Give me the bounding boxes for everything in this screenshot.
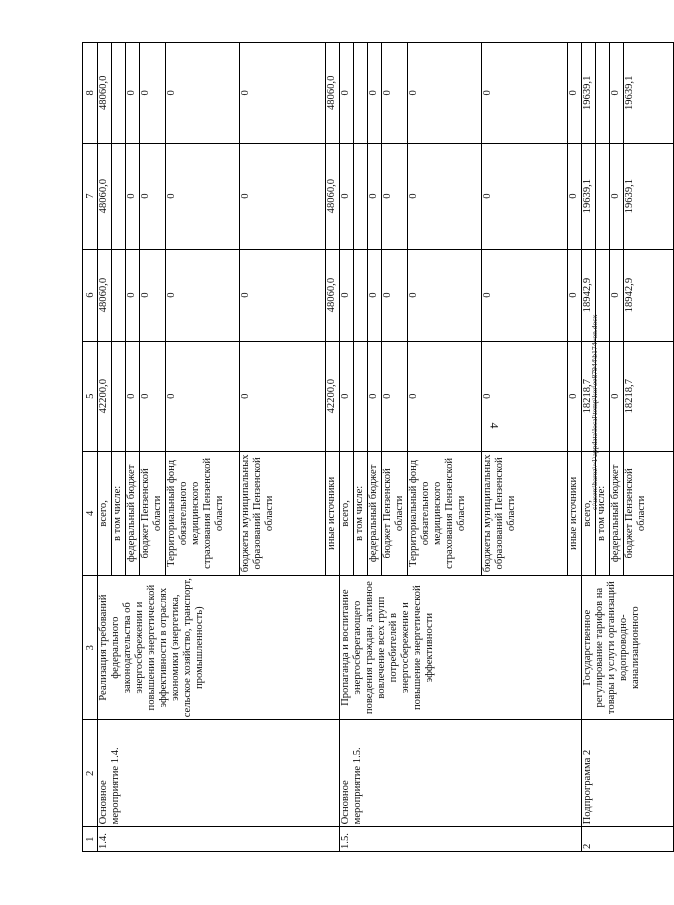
funding-value: 0 — [408, 144, 482, 249]
funding-source-label: всего, — [582, 452, 596, 575]
funding-value — [112, 250, 126, 341]
table-row — [98, 43, 340, 852]
funding-value: 0 — [568, 90, 579, 96]
funding-value: 19639,1 — [624, 178, 635, 214]
header-cell-2: 2 — [83, 720, 98, 827]
funding-value — [112, 342, 126, 451]
table-row — [340, 43, 582, 852]
file-path-footer: c:\users\baroz\~1\appdata\local\temp\kor\ee87944\b174~on.docx — [590, 314, 599, 510]
funding-value: 0 — [482, 144, 568, 249]
row-number: 1.4. — [98, 827, 340, 852]
funding-source-label: бюджет Пензенской области — [624, 468, 647, 559]
funding-source-label: федеральный бюджет — [126, 452, 140, 575]
funding-value: 48060,0 — [326, 277, 337, 313]
header-cell-6: 6 — [83, 249, 98, 341]
funding-value: 18942,9 — [624, 277, 635, 313]
funding-value: 19639,1 — [582, 144, 596, 249]
header-cell-8: 8 — [83, 43, 98, 144]
funding-value: 0 — [140, 250, 166, 341]
header-cell-5: 5 — [83, 341, 98, 451]
funding-value — [354, 250, 368, 341]
funding-source-label: бюджеты муниципальных образований Пензенской области — [482, 452, 568, 575]
funding-sources — [340, 451, 582, 575]
funding-value: 42200,0 — [98, 342, 112, 451]
funding-value: 48060,0 — [98, 144, 112, 249]
funding-value: 0 — [408, 250, 482, 341]
funding-source-label: бюджет Пензенской области — [140, 452, 166, 575]
funding-value: 0 — [340, 43, 354, 143]
funding-value: 18218,7 — [582, 342, 596, 451]
funding-source-label: Территориальный фонд обязательного медицинского страхования Пензенской области — [408, 452, 482, 575]
header-cell-3: 3 — [83, 575, 98, 719]
funding-source-label: всего, — [98, 452, 112, 575]
funding-value: 18218,7 — [624, 378, 635, 414]
funding-value: 48060,0 — [326, 178, 337, 214]
funding-value: 0 — [340, 144, 354, 249]
funding-value: 48060,0 — [98, 250, 112, 341]
funding-value: 0 — [408, 43, 482, 143]
year-values-7 — [98, 143, 340, 249]
funding-value: 42200,0 — [326, 378, 337, 414]
funding-value: 19639,1 — [624, 75, 635, 111]
funding-source-label: иные источники — [326, 476, 337, 550]
funding-value: 0 — [340, 250, 354, 341]
funding-value: 0 — [240, 250, 326, 341]
year-values-8 — [340, 43, 582, 144]
funding-value: 0 — [166, 43, 240, 143]
funding-value — [112, 144, 126, 249]
funding-source-label: иные источники — [568, 476, 579, 550]
budget-table — [82, 42, 674, 852]
funding-value: 0 — [482, 342, 568, 451]
funding-value — [596, 43, 610, 143]
row-name: Реализация требований федерального законодательства об энергосбережении и повышении энергетической эффективности в отраслях экономики (энергетика, сельское хозяйство, транспорт, промышленность) — [98, 575, 340, 719]
row-number: 2 — [582, 827, 674, 852]
funding-value: 18942,9 — [582, 250, 596, 341]
funding-value — [354, 43, 368, 143]
funding-sources — [98, 451, 340, 575]
funding-value: 0 — [610, 342, 624, 451]
funding-source-label: всего, — [340, 452, 354, 575]
funding-value: 0 — [240, 144, 326, 249]
year-values-5 — [340, 341, 582, 451]
funding-value: 0 — [568, 393, 579, 399]
funding-source-label: бюджет Пензенской области — [382, 452, 408, 575]
funding-value: 48060,0 — [326, 75, 337, 111]
funding-value — [112, 43, 126, 143]
funding-value: 0 — [408, 342, 482, 451]
funding-value: 0 — [610, 43, 624, 143]
row-name: Государственное регулирование тарифов на товары и услуги организаций водопроводно-канализационного — [582, 575, 674, 719]
funding-value: 0 — [382, 250, 408, 341]
year-values-7 — [340, 143, 582, 249]
funding-value: 0 — [140, 43, 166, 143]
funding-value: 0 — [368, 43, 382, 143]
year-values-6 — [98, 249, 340, 341]
header-cell-4: 4 — [83, 451, 98, 575]
funding-value — [354, 342, 368, 451]
funding-value: 0 — [340, 342, 354, 451]
row-type: Подпрограмма 2 — [582, 720, 674, 827]
funding-value: 0 — [482, 250, 568, 341]
year-values-8 — [98, 43, 340, 144]
funding-value: 0 — [568, 292, 579, 298]
year-values-8 — [582, 43, 674, 144]
funding-value: 0 — [610, 250, 624, 341]
funding-value: 0 — [126, 342, 140, 451]
funding-value: 0 — [382, 43, 408, 143]
funding-value: 0 — [382, 144, 408, 249]
funding-value: 0 — [166, 342, 240, 451]
funding-value: 0 — [140, 144, 166, 249]
funding-value: 0 — [368, 250, 382, 341]
funding-source-label: бюджеты муниципальных образований Пензенской области — [240, 452, 326, 575]
header-cell-1: 1 — [83, 827, 98, 852]
funding-source-label: Территориальный фонд обязательного медицинского страхования Пензенской области — [166, 452, 240, 575]
row-type: Основное мероприятие 1.4. — [98, 720, 340, 827]
funding-value: 48060,0 — [98, 43, 112, 143]
funding-value: 0 — [240, 43, 326, 143]
funding-source-label: в том числе: — [112, 452, 126, 575]
funding-value: 0 — [166, 144, 240, 249]
row-name: Пропаганда и воспитание энергосберегающего поведения граждан, активное вовлечение всех групп потребителей в энергосбережение и повышение энергетической эффективности — [340, 575, 582, 719]
funding-value: 0 — [368, 144, 382, 249]
row-number: 1.5. — [340, 827, 582, 852]
funding-source-label: федеральный бюджет — [610, 452, 624, 575]
funding-value: 0 — [126, 250, 140, 341]
funding-value: 0 — [126, 43, 140, 143]
row-type: Основное мероприятие 1.5. — [340, 720, 582, 827]
year-values-6 — [340, 249, 582, 341]
funding-value: 0 — [482, 43, 568, 143]
funding-value: 0 — [368, 342, 382, 451]
funding-value — [354, 144, 368, 249]
funding-source-label: федеральный бюджет — [368, 452, 382, 575]
funding-value: 0 — [568, 193, 579, 199]
header-row — [83, 43, 98, 852]
funding-value: 0 — [166, 250, 240, 341]
year-values-5 — [98, 341, 340, 451]
funding-value: 0 — [610, 144, 624, 249]
page-number: 4 — [487, 422, 502, 429]
funding-value: 0 — [126, 144, 140, 249]
header-cell-7: 7 — [83, 143, 98, 249]
funding-value: 0 — [140, 342, 166, 451]
funding-source-label: в том числе: — [354, 452, 368, 575]
funding-value: 0 — [382, 342, 408, 451]
funding-value: 19639,1 — [582, 43, 596, 143]
funding-value: 0 — [240, 342, 326, 451]
funding-source-label: в том числе: — [596, 452, 610, 575]
